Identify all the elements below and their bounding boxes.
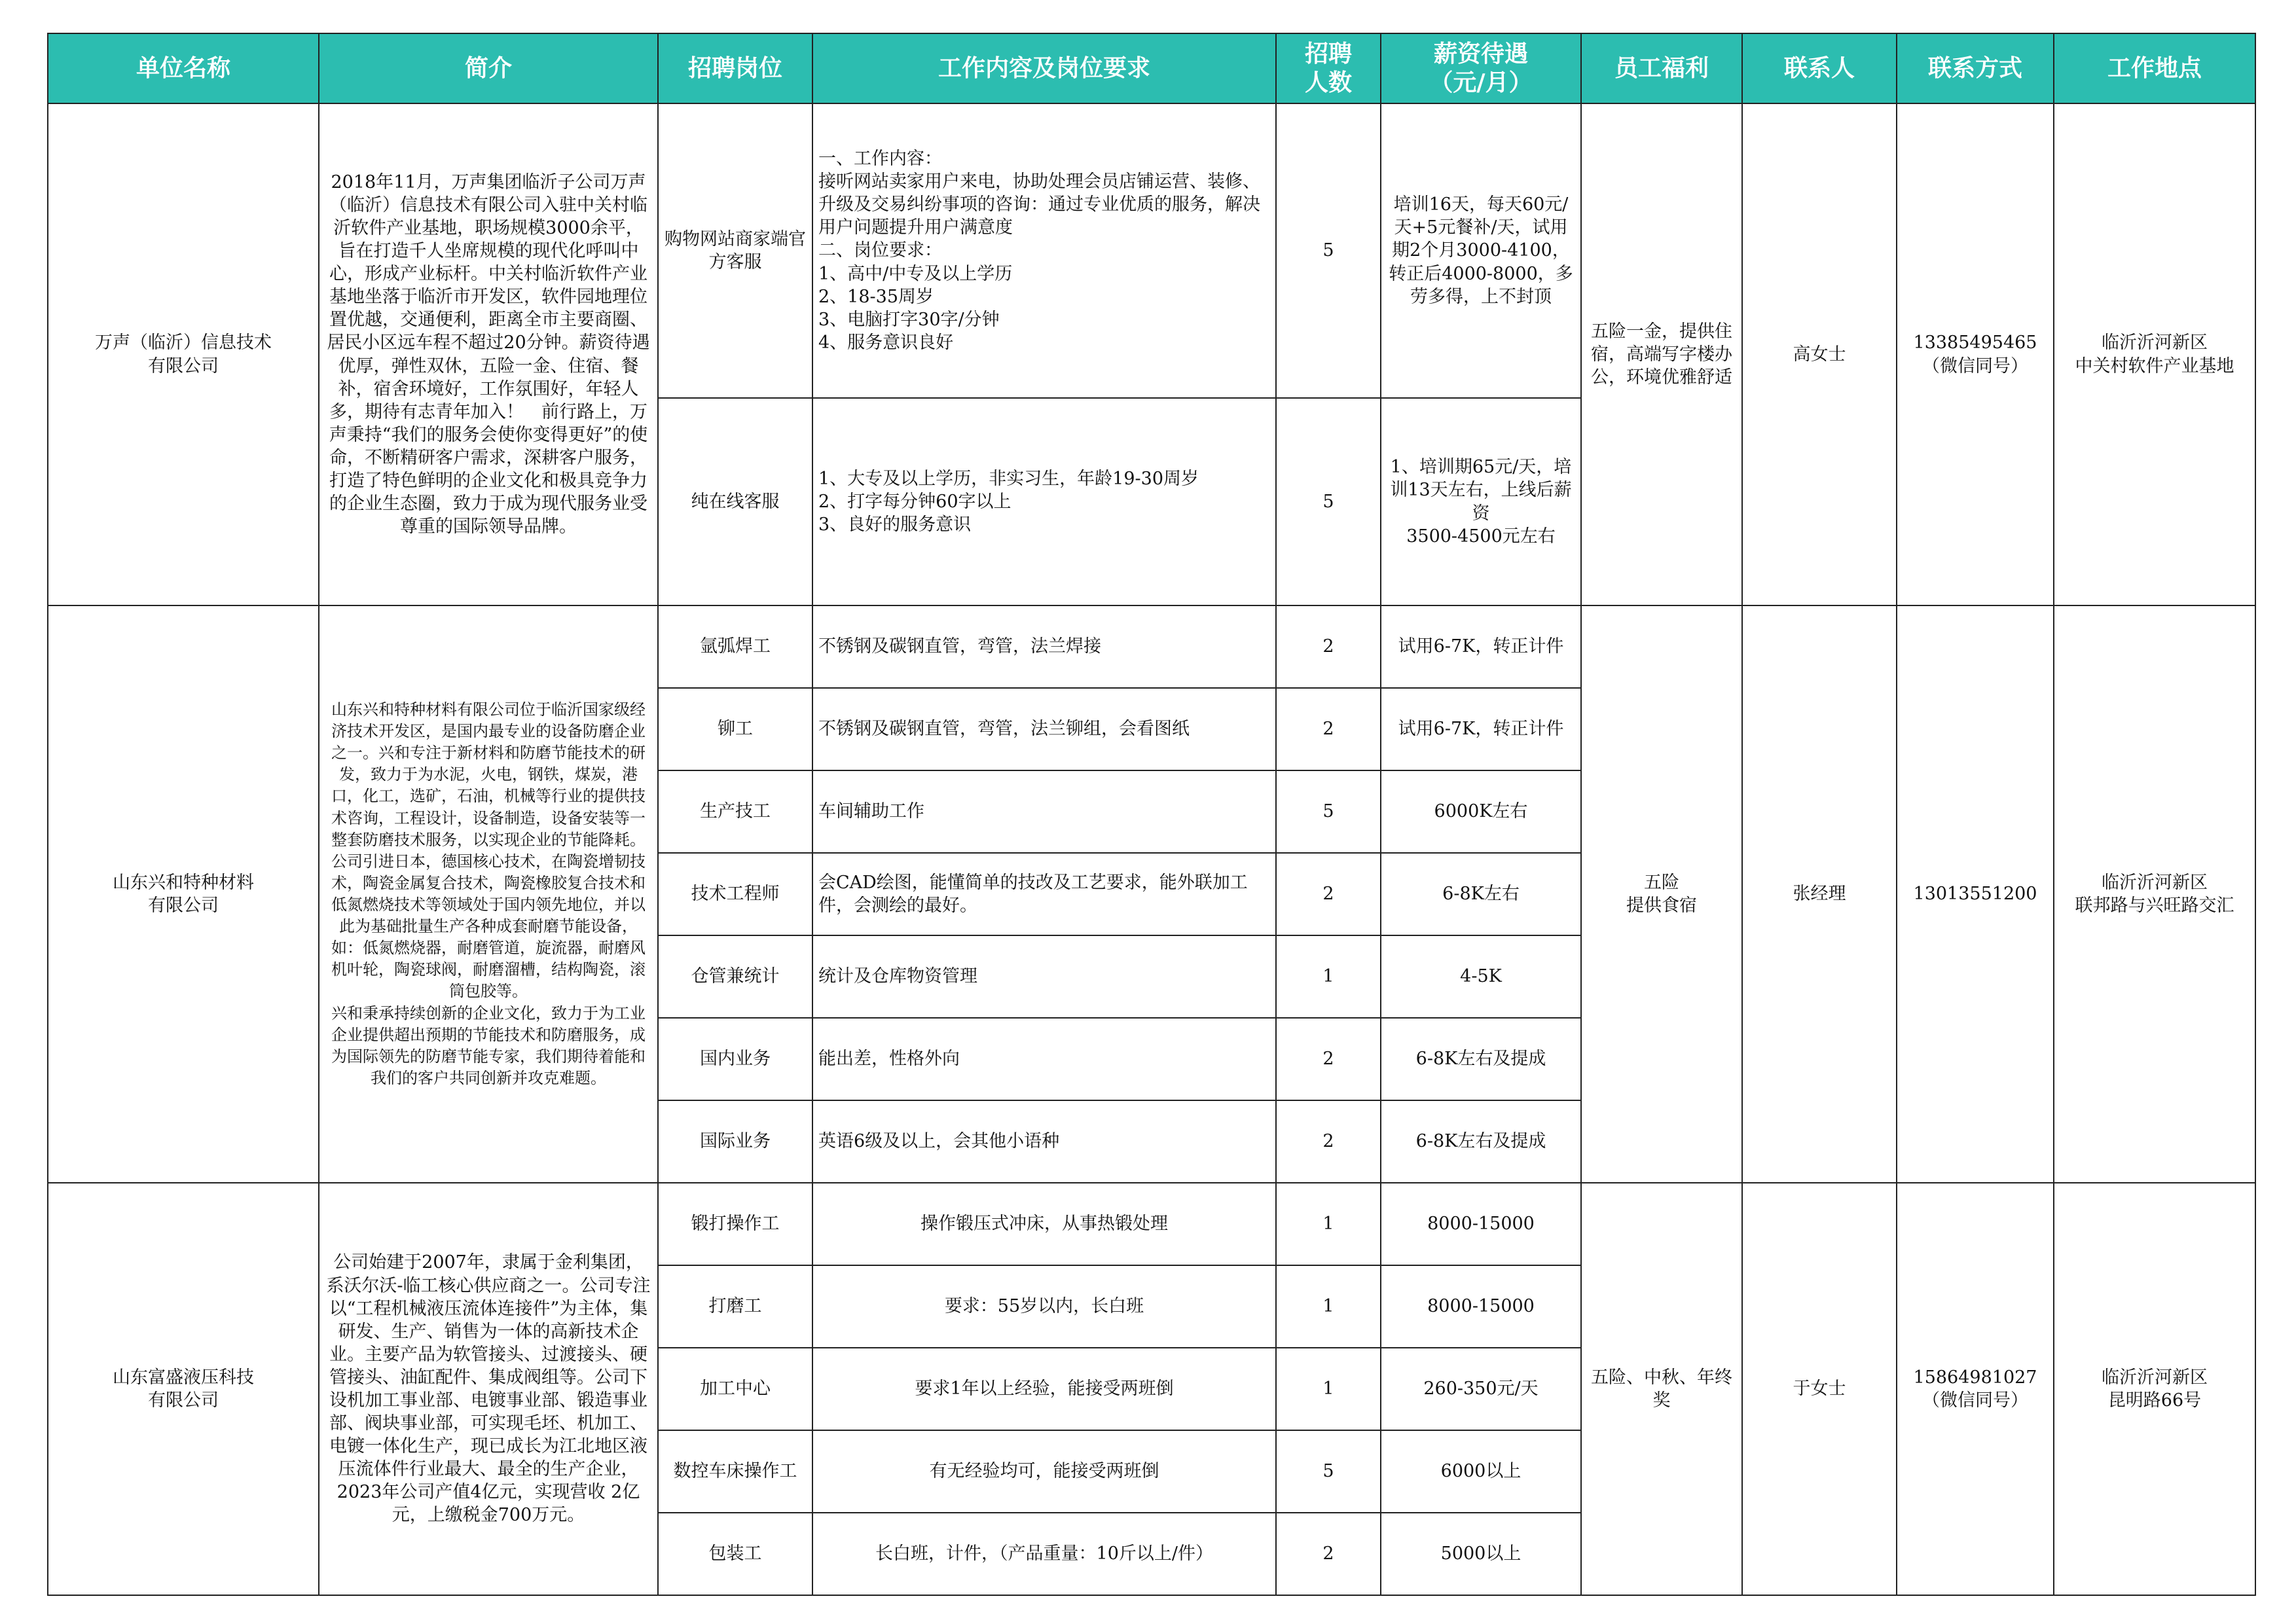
job-count: 2 <box>1276 688 1381 770</box>
job-position: 纯在线客服 <box>658 398 812 605</box>
header-company: 单位名称 <box>48 33 319 103</box>
job-salary: 260-350元/天 <box>1381 1348 1581 1430</box>
company-intro: 公司始建于2007年，隶属于金利集团，系沃尔沃-临工核心供应商之一。公司专注以“工程机械液压流体连接件”为主体，集研发、生产、销售为一体的高新技术企业。主要产品为软管接头、过渡接头、硬管接头、油缸配件、集成阀组等。公司下设机加工事业部、电镀事业部、锻造事业部、阀块事业部，可实现毛坯、机加工、电镀一体化生产，现已成长为江北地区液压流体件行业最大、最全的生产企业，2023年公司产值4亿元，实现营收 2亿元，上缴税金700万元。 <box>319 1183 658 1595</box>
recruitment-table <box>47 33 2256 1596</box>
company-name: 山东富盛液压科技 有限公司 <box>48 1183 319 1595</box>
job-content: 会CAD绘图，能懂简单的技改及工艺要求，能外联加工件，会测绘的最好。 <box>812 853 1276 935</box>
header-phone: 联系方式 <box>1897 33 2054 103</box>
company-contact: 高女士 <box>1742 103 1897 605</box>
job-salary: 6-8K左右及提成 <box>1381 1018 1581 1100</box>
job-position: 国际业务 <box>658 1100 812 1183</box>
job-content: 操作锻压式冲床，从事热锻处理 <box>812 1183 1276 1265</box>
header-benefits: 员工福利 <box>1581 33 1742 103</box>
job-position: 技术工程师 <box>658 853 812 935</box>
job-salary: 4-5K <box>1381 935 1581 1018</box>
header-row <box>48 33 2255 103</box>
job-salary: 6-8K左右及提成 <box>1381 1100 1581 1183</box>
job-content: 要求：55岁以内，长白班 <box>812 1265 1276 1348</box>
job-content: 一、工作内容： 接听网站卖家用户来电，协助处理会员店铺运营、装修、升级及交易纠纷事项的咨询：通过专业优质的服务，解决用户问题提升用户满意度 二、岗位要求： 1、高中/中专及以上学历 2、18-35周岁 3、电脑打字30字/分钟 4、服务意识良好 <box>812 103 1276 398</box>
job-salary: 1、培训期65元/天，培训13天左右，上线后薪资 3500-4500元左右 <box>1381 398 1581 605</box>
job-salary: 6000以上 <box>1381 1430 1581 1513</box>
job-salary: 8000-15000 <box>1381 1183 1581 1265</box>
job-content: 英语6级及以上，会其他小语种 <box>812 1100 1276 1183</box>
company-location: 临沂沂河新区 昆明路66号 <box>2054 1183 2255 1595</box>
job-position: 国内业务 <box>658 1018 812 1100</box>
job-salary: 试用6-7K，转正计件 <box>1381 688 1581 770</box>
job-count: 2 <box>1276 1018 1381 1100</box>
job-position: 数控车床操作工 <box>658 1430 812 1513</box>
job-count: 1 <box>1276 1183 1381 1265</box>
header-salary: 薪资待遇 （元/月） <box>1381 33 1581 103</box>
header-location: 工作地点 <box>2054 33 2255 103</box>
header-position: 招聘岗位 <box>658 33 812 103</box>
header-intro: 简介 <box>319 33 658 103</box>
job-position: 生产技工 <box>658 770 812 853</box>
job-count: 1 <box>1276 1265 1381 1348</box>
job-position: 铆工 <box>658 688 812 770</box>
company-intro: 2018年11月，万声集团临沂子公司万声（临沂）信息技术有限公司入驻中关村临沂软件产业基地，职场规模3000余平，旨在打造千人坐席规模的现代化呼叫中心，形成产业标杆。中关村临沂软件产业基地坐落于临沂市开发区，软件园地理位置优越，交通便利，距离全市主要商圈、居民小区远车程不超过20分钟。薪资待遇优厚，弹性双休，五险一金、住宿、餐补，宿舍环境好，工作氛围好，年轻人多，期待有志青年加入！ 前行路上，万声秉持“我们的服务会使你变得更好”的使命，不断精研客户需求，深耕客户服务，打造了特色鲜明的企业文化和极具竞争力的企业生态圈，致力于成为现代服务业受尊重的国际领导品牌。 <box>319 103 658 605</box>
table-row <box>48 1183 2255 1265</box>
job-count: 5 <box>1276 398 1381 605</box>
job-count: 5 <box>1276 103 1381 398</box>
job-count: 1 <box>1276 935 1381 1018</box>
job-content: 长白班，计件，（产品重量：10斤以上/件） <box>812 1513 1276 1595</box>
company-benefits: 五险 提供食宿 <box>1581 605 1742 1183</box>
job-position: 打磨工 <box>658 1265 812 1348</box>
job-content: 有无经验均可，能接受两班倒 <box>812 1430 1276 1513</box>
company-contact: 张经理 <box>1742 605 1897 1183</box>
company-phone: 13385495465 （微信同号） <box>1897 103 2054 605</box>
company-phone: 15864981027 （微信同号） <box>1897 1183 2054 1595</box>
job-content: 要求1年以上经验，能接受两班倒 <box>812 1348 1276 1430</box>
header-contact: 联系人 <box>1742 33 1897 103</box>
job-content: 不锈钢及碳钢直管，弯管，法兰铆组，会看图纸 <box>812 688 1276 770</box>
company-location: 临沂沂河新区 联邦路与兴旺路交汇 <box>2054 605 2255 1183</box>
table-row <box>48 103 2255 398</box>
job-position: 购物网站商家端官方客服 <box>658 103 812 398</box>
company-intro: 山东兴和特种材料有限公司位于临沂国家级经济技术开发区，是国内最专业的设备防磨企业之一。兴和专注于新材料和防磨节能技术的研发，致力于为水泥，火电，钢铁，煤炭，港口，化工，选矿，石油，机械等行业的提供技术咨询，工程设计，设备制造，设备安装等一整套防磨技术服务，以实现企业的节能降耗。 公司引进日本，德国核心技术，在陶瓷增韧技术，陶瓷金属复合技术，陶瓷橡胶复合技术和低氮燃烧技术等领域处于国内领先地位，并以此为基础批量生产各种成套耐磨节能设备，如：低氮燃烧器，耐磨管道，旋流器，耐磨风机叶轮，陶瓷球阀，耐磨溜槽，结构陶瓷，滚筒包胶等。 兴和秉承持续创新的企业文化，致力于为工业企业提供超出预期的节能技术和防磨服务，成为国际领先的防磨节能专家，我们期待着能和我们的客户共同创新并攻克难题。 <box>319 605 658 1183</box>
job-content: 不锈钢及碳钢直管，弯管，法兰焊接 <box>812 605 1276 688</box>
job-content: 能出差，性格外向 <box>812 1018 1276 1100</box>
job-content: 1、大专及以上学历，非实习生，年龄19-30周岁 2、打字每分钟60字以上 3、良好的服务意识 <box>812 398 1276 605</box>
job-content: 车间辅助工作 <box>812 770 1276 853</box>
job-salary: 培训16天，每天60元/天+5元餐补/天，试用期2个月3000-4100，转正后4000-8000，多劳多得，上不封顶 <box>1381 103 1581 398</box>
job-count: 5 <box>1276 1430 1381 1513</box>
job-salary: 6-8K左右 <box>1381 853 1581 935</box>
company-benefits: 五险一金，提供住宿，高端写字楼办公，环境优雅舒适 <box>1581 103 1742 605</box>
company-benefits: 五险、中秋、年终奖 <box>1581 1183 1742 1595</box>
job-count: 2 <box>1276 853 1381 935</box>
job-position: 锻打操作工 <box>658 1183 812 1265</box>
company-contact: 于女士 <box>1742 1183 1897 1595</box>
job-position: 氩弧焊工 <box>658 605 812 688</box>
job-salary: 8000-15000 <box>1381 1265 1581 1348</box>
header-content: 工作内容及岗位要求 <box>812 33 1276 103</box>
job-position: 加工中心 <box>658 1348 812 1430</box>
job-position: 仓管兼统计 <box>658 935 812 1018</box>
table-row <box>48 605 2255 688</box>
company-phone: 13013551200 <box>1897 605 2054 1183</box>
company-name: 山东兴和特种材料 有限公司 <box>48 605 319 1183</box>
job-content: 统计及仓库物资管理 <box>812 935 1276 1018</box>
job-position: 包装工 <box>658 1513 812 1595</box>
job-count: 1 <box>1276 1348 1381 1430</box>
job-count: 2 <box>1276 1100 1381 1183</box>
job-count: 5 <box>1276 770 1381 853</box>
company-name: 万声（临沂）信息技术 有限公司 <box>48 103 319 605</box>
job-salary: 试用6-7K，转正计件 <box>1381 605 1581 688</box>
job-count: 2 <box>1276 1513 1381 1595</box>
job-salary: 5000以上 <box>1381 1513 1581 1595</box>
job-count: 2 <box>1276 605 1381 688</box>
job-salary: 6000K左右 <box>1381 770 1581 853</box>
header-count: 招聘 人数 <box>1276 33 1381 103</box>
company-location: 临沂沂河新区 中关村软件产业基地 <box>2054 103 2255 605</box>
